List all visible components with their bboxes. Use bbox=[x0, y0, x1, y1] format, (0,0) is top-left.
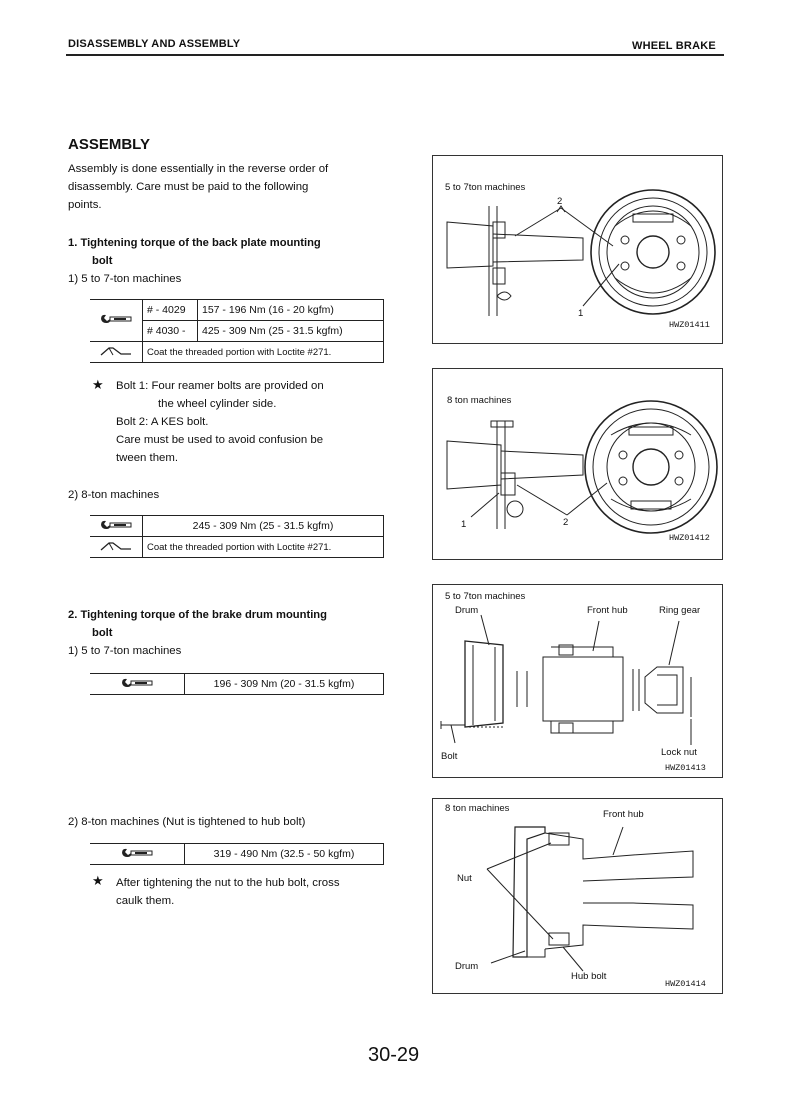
figure1-callout-1: 1 bbox=[578, 308, 584, 319]
item2-sub1: 1) 5 to 7-ton machines bbox=[68, 645, 182, 657]
figure2-caption: 8 ton machines bbox=[447, 395, 512, 406]
item1-torque-table bbox=[90, 299, 384, 363]
torque-icon-cell bbox=[90, 300, 143, 342]
item1-title: 1. Tightening torque of the back plate mounting bolt bbox=[68, 237, 321, 267]
figure1-code: HWZ01411 bbox=[669, 320, 710, 330]
figure3-label-drum: Drum bbox=[455, 605, 479, 616]
figure-brake-drum-8ton bbox=[432, 798, 723, 994]
figure-back-plate-8ton bbox=[432, 368, 723, 560]
item2-sub2: 2) 8-ton machines (Nut is tightened to hub bolt) bbox=[68, 816, 306, 828]
item2-table2-value: 319 - 490 Nm (32.5 - 50 kgfm) bbox=[185, 844, 384, 865]
table1-model-cell: # - 4029 bbox=[143, 300, 198, 321]
adhesive-tube-icon bbox=[99, 540, 133, 552]
figure4-caption: 8 ton machines bbox=[445, 803, 510, 814]
page-number: 30-29 bbox=[368, 1044, 420, 1066]
figure2-callout-1: 1 bbox=[461, 519, 467, 530]
figure3-label-front-hub: Front hub bbox=[587, 605, 628, 616]
figure3-caption: 5 to 7ton machines bbox=[445, 591, 526, 602]
item2-torque-table bbox=[90, 673, 384, 695]
item1-sub1: 1) 5 to 7-ton machines bbox=[68, 273, 182, 285]
table1-value-cell: 157 - 196 Nm (16 - 20 kgfm) bbox=[198, 300, 384, 321]
figure4-label-hub-bolt: Hub bolt bbox=[571, 971, 607, 982]
table2-value-cell: 245 - 309 Nm (25 - 31.5 kgfm) bbox=[143, 516, 384, 537]
item2-torque-table-8ton bbox=[90, 843, 384, 865]
note-star: ★ bbox=[92, 873, 104, 888]
figure2-code: HWZ01412 bbox=[669, 533, 710, 543]
figure4-code: HWZ01414 bbox=[665, 979, 706, 989]
figure2-callout-2: 2 bbox=[563, 517, 569, 528]
header-chapter-title: WHEEL BRAKE bbox=[632, 40, 716, 52]
intro-text: Assembly is done essentially in the reverse order of disassembly. Care must be paid to the following points. bbox=[68, 163, 329, 211]
table1-value-cell: 425 - 309 Nm (25 - 31.5 kgfm) bbox=[198, 321, 384, 342]
torque-wrench-icon bbox=[117, 677, 157, 689]
section-title: ASSEMBLY bbox=[68, 136, 150, 153]
loctite-instruction: Coat the threaded portion with Loctite #271. bbox=[143, 342, 384, 363]
figure1-callout-2: 2 bbox=[557, 196, 563, 207]
figure3-code: HWZ01413 bbox=[665, 763, 706, 773]
figure4-label-drum: Drum bbox=[455, 961, 479, 972]
figure3-label-lock-nut: Lock nut bbox=[661, 747, 697, 758]
item2-title: 2. Tightening torque of the brake drum mounting bolt bbox=[68, 609, 327, 639]
item1-note: Bolt 1: Four reamer bolts are provided on the wheel cylinder side. Bolt 2: A KES bolt. Care must be used to avoid confusion be tween them. bbox=[116, 380, 324, 464]
figure4-label-nut: Nut bbox=[457, 873, 472, 884]
figure4-label-front-hub: Front hub bbox=[603, 809, 644, 820]
header-rule bbox=[66, 54, 724, 56]
item1-torque-table-8ton bbox=[90, 515, 384, 558]
note-star: ★ bbox=[92, 377, 104, 392]
figure-back-plate-5-7ton bbox=[432, 155, 723, 344]
item2-note: After tightening the nut to the hub bolt, cross caulk them. bbox=[116, 877, 340, 907]
table1-model-cell: # 4030 - bbox=[143, 321, 198, 342]
adhesive-tube-icon bbox=[99, 345, 133, 357]
figure3-label-bolt: Bolt bbox=[441, 751, 458, 762]
torque-wrench-icon bbox=[99, 313, 133, 325]
torque-wrench-icon bbox=[117, 847, 157, 859]
figure1-caption: 5 to 7ton machines bbox=[445, 182, 526, 193]
item1-sub2: 2) 8-ton machines bbox=[68, 489, 160, 501]
torque-wrench-icon bbox=[99, 519, 133, 531]
header-section-title: DISASSEMBLY AND ASSEMBLY bbox=[68, 38, 241, 50]
item2-table1-value: 196 - 309 Nm (20 - 31.5 kgfm) bbox=[185, 674, 384, 695]
figure3-label-ring-gear: Ring gear bbox=[659, 605, 701, 616]
loctite-instruction: Coat the threaded portion with Loctite #271. bbox=[143, 537, 384, 558]
figure-brake-drum-5-7ton bbox=[432, 584, 723, 778]
loctite-icon-cell bbox=[90, 342, 143, 363]
